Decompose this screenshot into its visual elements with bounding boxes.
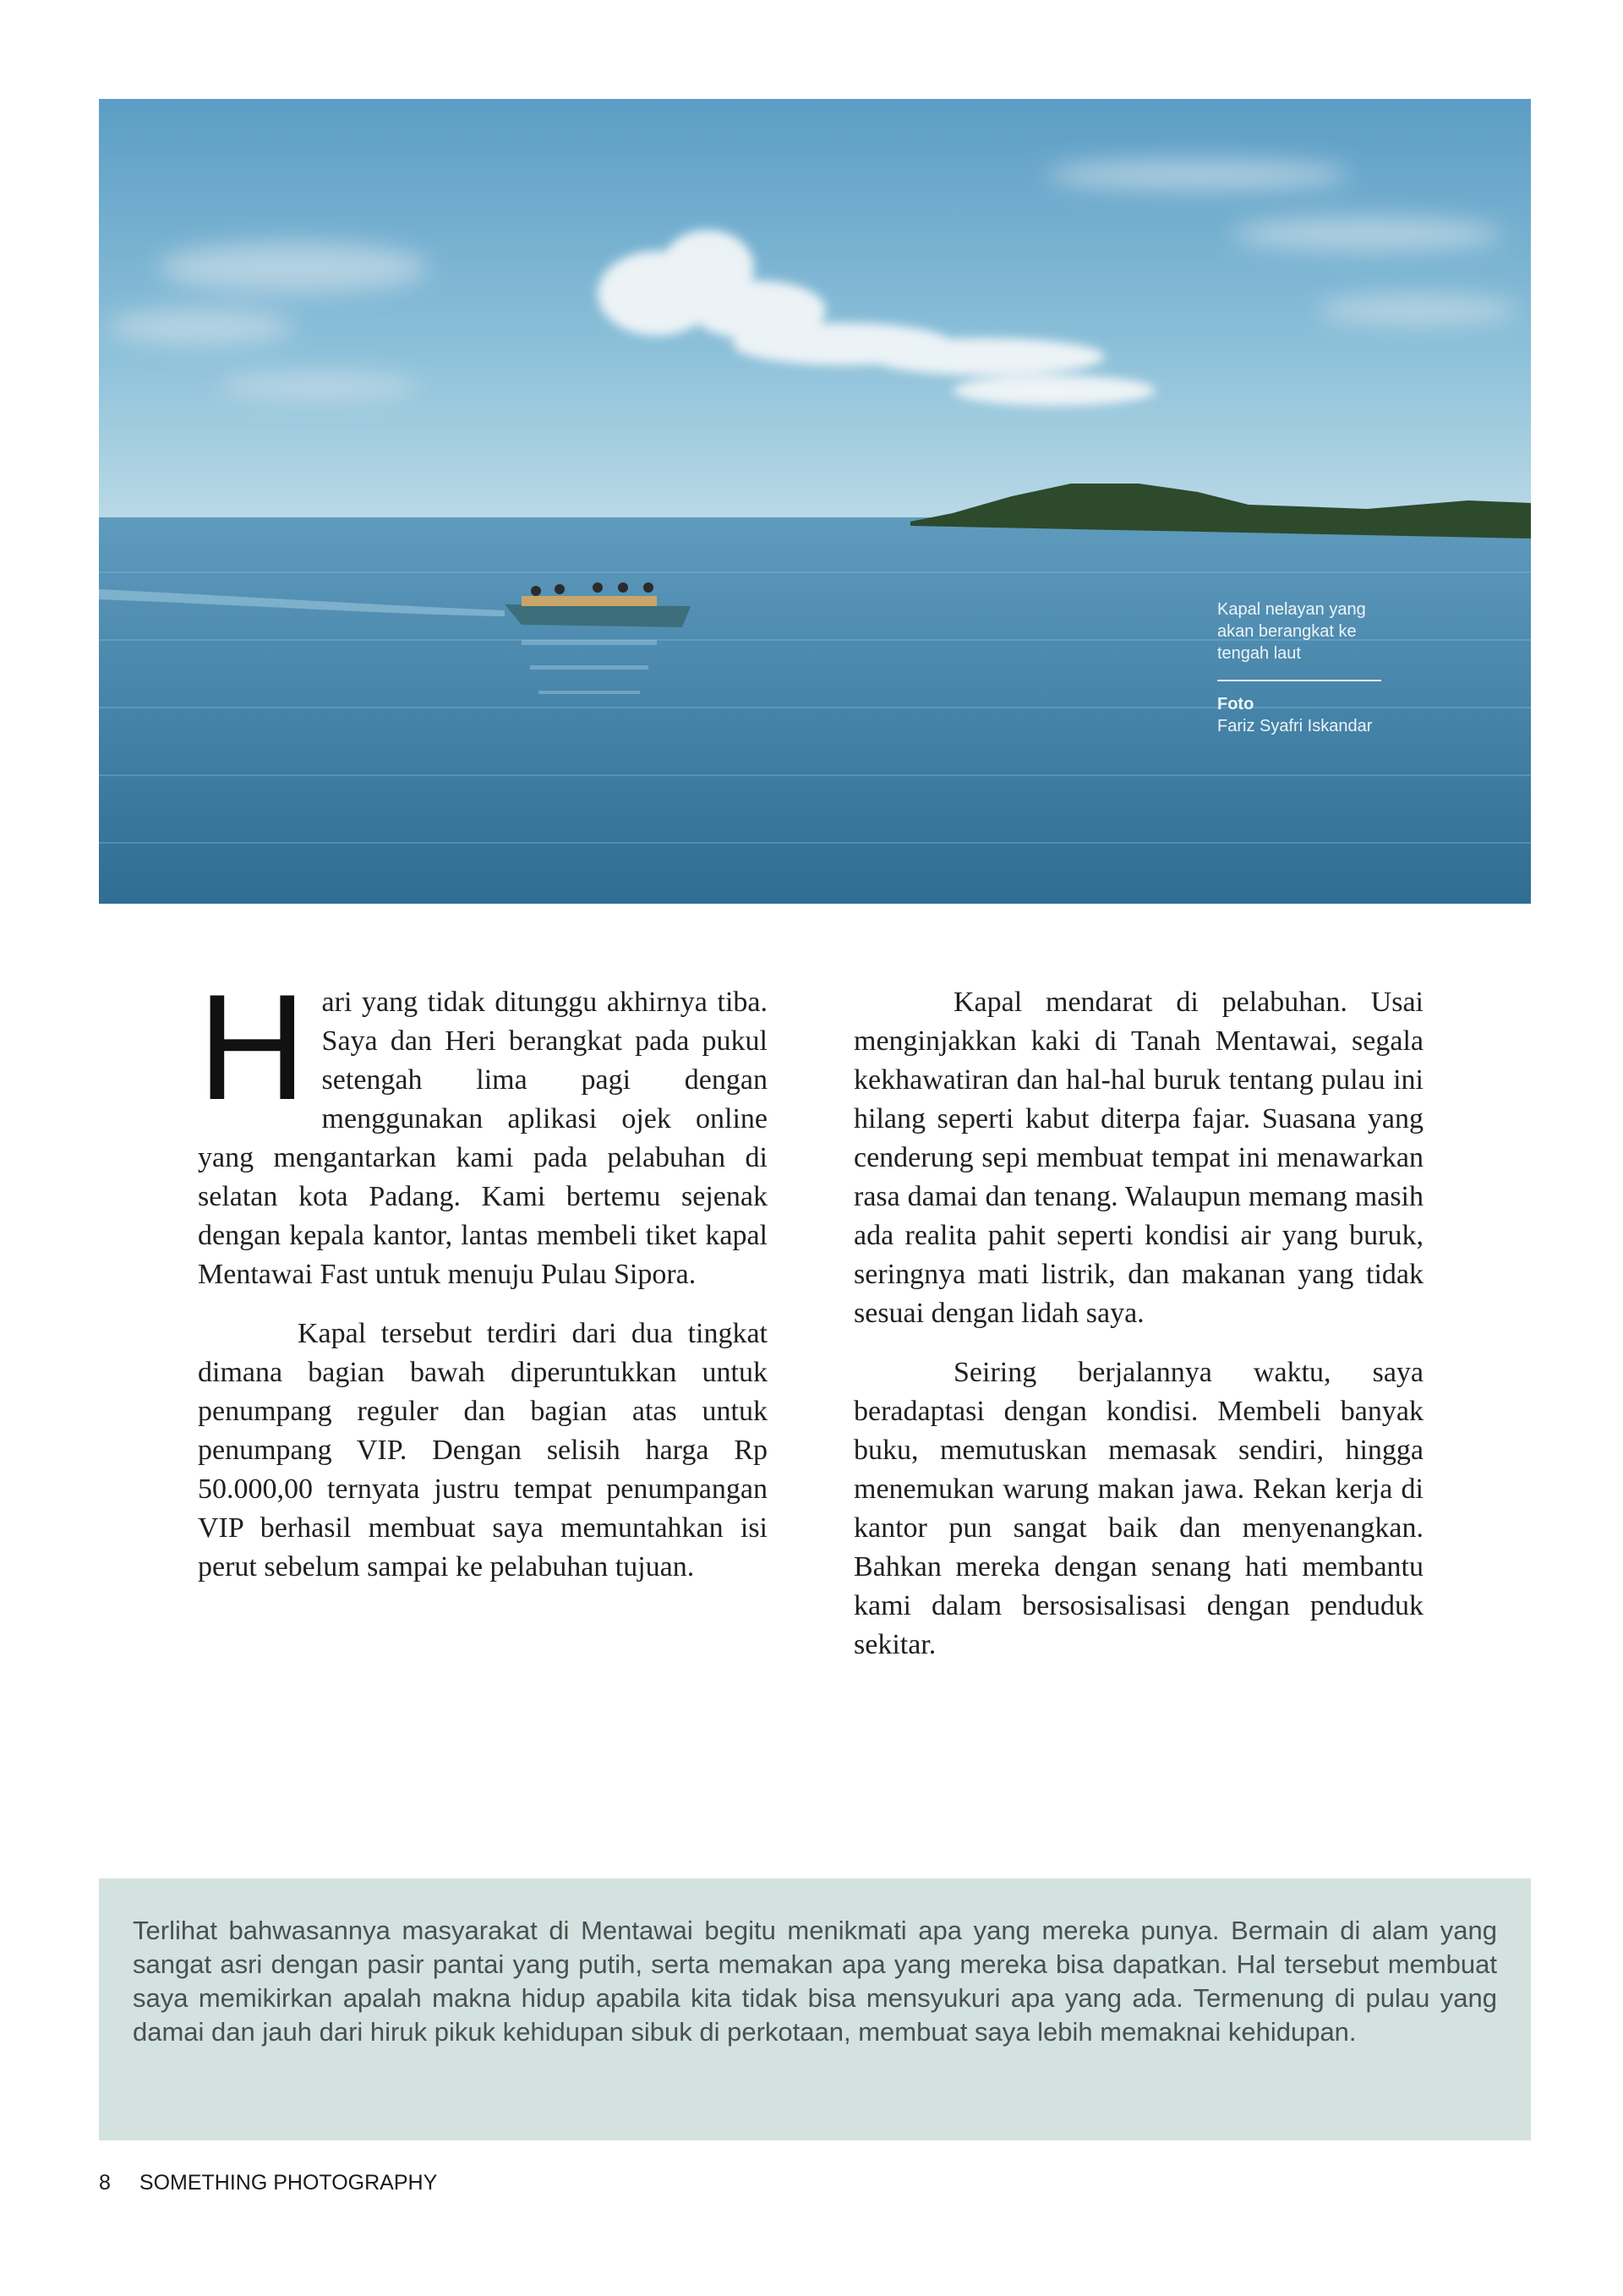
photo-credit-label: Foto (1217, 695, 1254, 713)
hero-photo (99, 99, 1531, 904)
page-number: 8 (99, 2171, 111, 2195)
page-footer (99, 2171, 437, 2195)
pull-quote-box (99, 1878, 1531, 2140)
paragraph-1-text: ari yang tidak ditunggu akhirnya tiba. Saya dan Heri berangkat pada pukul setengah lima pagi dengan menggunakan aplikasi ojek online yang mengantarkan kami pada pelabuhan di selatan kota Padang. Kami bertemu sejenak dengan kepala kantor, lantas membeli tiket kapal Mentawai Fast untuk menuju Pulau Sipora. (198, 987, 768, 1290)
seascape-photo-icon (99, 99, 1531, 904)
paragraph-2: Kapal tersebut terdiri dari dua tingkat dimana bagian bawah diperuntukkan untuk penumpang reguler dan bagian atas untuk penumpang VIP. Dengan selisih harga Rp 50.000,00 ternyata justru tempat penumpangan VIP berhasil membuat saya memuntahkan isi perut sebelum sampai ke pelabuhan tujuan. (198, 1318, 768, 1583)
article-column-left (198, 963, 768, 1607)
caption-divider (1217, 680, 1381, 681)
paragraph-4: Seiring berjalannya waktu, saya beradaptasi dengan kondisi. Membeli banyak buku, memutuskan memasak sendiri, hingga menemukan warung makan jawa. Rekan kerja di kantor pun sangat baik dan menyenangkan. Bahkan mereka dengan senang hati membantu kami dalam bersosisalisasi dengan penduduk sekitar. (854, 1357, 1424, 1660)
article-column-right (854, 983, 1424, 1685)
photo-caption (1217, 599, 1489, 737)
paragraph-3: Kapal mendarat di pelabuhan. Usai menginjakkan kaki di Tanah Mentawai, segala kekhawatiran dan hal-hal buruk tentang pulau ini hilang seperti kabut diterpa fajar. Suasana yang cenderung sepi membuat tempat ini menawarkan rasa damai dan tenang. Walaupun memang masih ada realita pahit seperti kondisi air yang buruk, seringnya mati listrik, dan makanan yang tidak sesuai dengan lidah saya. (854, 987, 1424, 1329)
pull-quote-text: Terlihat bahwasannya masyarakat di Mentawai begitu menikmati apa yang mereka punya. Bermain di alam yang sangat asri dengan pasir pantai yang putih, serta memakan apa yang mereka bisa dapatkan. Hal tersebut membuat saya memikirkan apalah makna hidup apabila kita tidak bisa mensyukuri apa yang ada. Termenung di pulau yang damai dan jauh dari hiruk pikuk kehidupan sibuk di perkotaan, membuat saya lebih memaknai kehidupan. (133, 1916, 1497, 2047)
drop-cap: H (198, 963, 307, 1131)
paragraph-1 (198, 963, 768, 1294)
photo-credit-name: Fariz Syafri Iskandar (1217, 717, 1373, 735)
publication-name: SOMETHING PHOTOGRAPHY (139, 2171, 438, 2195)
caption-text: Kapal nelayan yang akan berangkat ke tengah laut (1217, 600, 1366, 663)
